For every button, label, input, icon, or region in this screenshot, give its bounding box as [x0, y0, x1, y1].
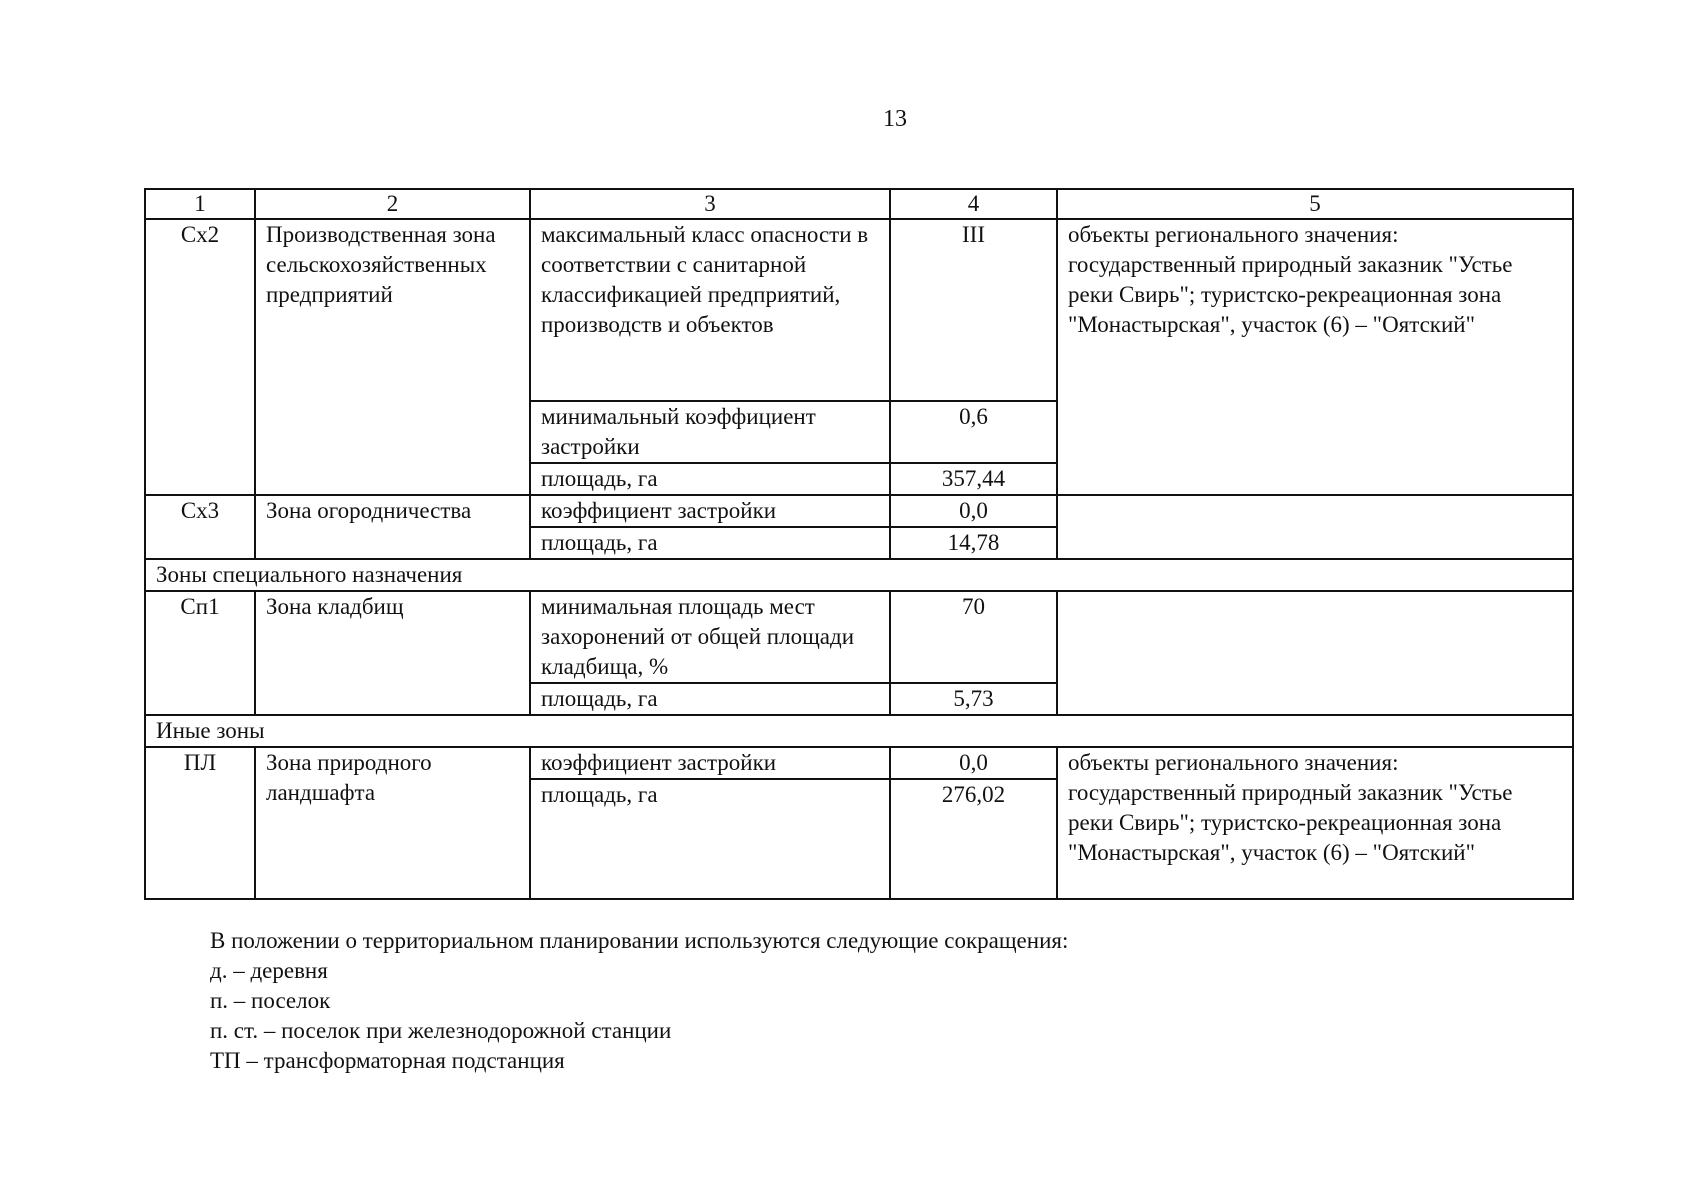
- zone-objects: [1057, 495, 1573, 559]
- abbreviations-intro: В положении о территориальном планировании используются следующие сокращения:: [210, 928, 1069, 953]
- column-header: 5: [1057, 189, 1573, 219]
- param-label: коэффициент застройки: [530, 495, 890, 527]
- param-value: 5,73: [890, 683, 1057, 715]
- zone-name: Производственная зона сельскохозяйственных предприятий: [255, 219, 530, 495]
- table-row: [145, 591, 1573, 683]
- param-value: 0,6: [890, 401, 1057, 463]
- param-value: 276,02: [890, 779, 1057, 899]
- abbreviation-item: п. ст. – поселок при железнодорожной станции: [210, 1018, 672, 1043]
- table-row: [145, 219, 1573, 401]
- column-header: 2: [255, 189, 530, 219]
- param-label: минимальная площадь мест захоронений от общей площади кладбища, %: [530, 591, 890, 683]
- column-header: 1: [145, 189, 255, 219]
- abbreviations-block: [210, 926, 1410, 1076]
- zone-code: ПЛ: [145, 747, 255, 899]
- param-label: минимальный коэффициент застройки: [530, 401, 890, 463]
- zones-table: [144, 188, 1574, 900]
- zone-objects: [1057, 591, 1573, 715]
- abbreviation-item: д. – деревня: [210, 958, 328, 983]
- param-label: максимальный класс опасности в соответствии с санитарной классификацией предприятий, производств и объектов: [530, 219, 890, 401]
- zone-name: Зона огородничества: [255, 495, 530, 559]
- param-value: 0,0: [890, 747, 1057, 779]
- section-row: [145, 715, 1573, 747]
- zone-code: Сх2: [145, 219, 255, 495]
- column-header: 4: [890, 189, 1057, 219]
- zone-name: Зона кладбищ: [255, 591, 530, 715]
- param-value: 70: [890, 591, 1057, 683]
- param-label: площадь, га: [530, 527, 890, 559]
- param-label: площадь, га: [530, 463, 890, 495]
- table-row: [145, 495, 1573, 527]
- param-value: 0,0: [890, 495, 1057, 527]
- abbreviation-item: п. – поселок: [210, 988, 331, 1013]
- page-number: 13: [883, 106, 907, 132]
- zone-code: Сп1: [145, 591, 255, 715]
- zone-name: Зона природного ландшафта: [255, 747, 530, 899]
- param-label: площадь, га: [530, 779, 890, 899]
- abbreviation-item: ТП – трансформаторная подстанция: [210, 1048, 565, 1073]
- table-header-row: [145, 189, 1573, 219]
- section-title: Иные зоны: [145, 715, 1573, 747]
- param-value: III: [890, 219, 1057, 401]
- zone-code: Сх3: [145, 495, 255, 559]
- column-header: 3: [530, 189, 890, 219]
- param-value: 357,44: [890, 463, 1057, 495]
- section-row: [145, 559, 1573, 591]
- param-value: 14,78: [890, 527, 1057, 559]
- section-title: Зоны специального назначения: [145, 559, 1573, 591]
- zone-objects: объекты регионального значения: государственный природный заказник "Устье реки Свирь"; туристско-рекреационная зона "Монастырская", участок (6) – "Оятский": [1057, 219, 1573, 495]
- table-row: [145, 747, 1573, 779]
- param-label: коэффициент застройки: [530, 747, 890, 779]
- zone-objects: объекты регионального значения: государственный природный заказник "Устье реки Свирь"; туристско-рекреационная зона "Монастырская", участок (6) – "Оятский": [1057, 747, 1573, 899]
- param-label: площадь, га: [530, 683, 890, 715]
